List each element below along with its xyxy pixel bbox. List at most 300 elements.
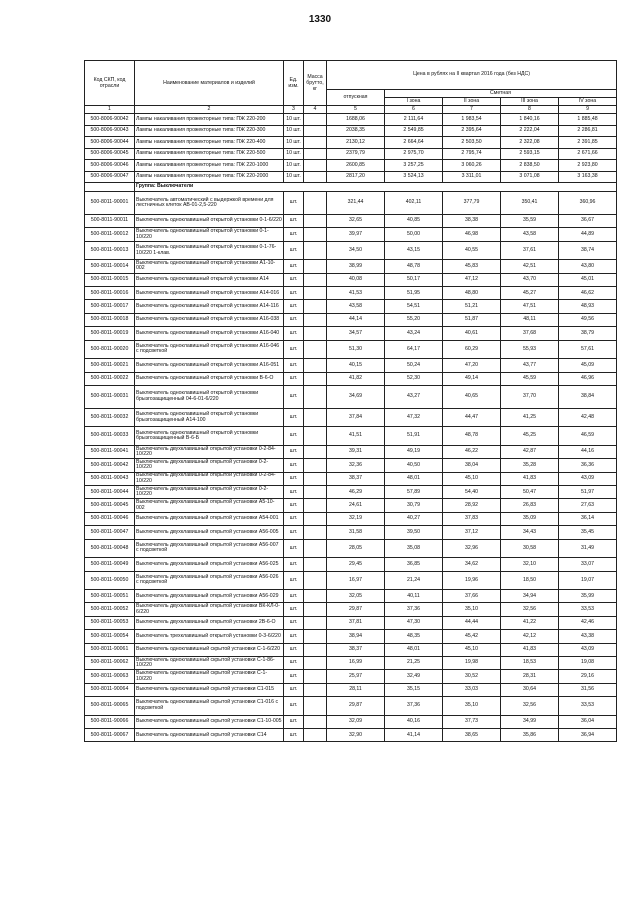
price-zone3: 41,22 bbox=[501, 616, 559, 629]
price-release: 39,97 bbox=[327, 228, 385, 241]
item-mass bbox=[304, 558, 327, 571]
table-row bbox=[85, 313, 617, 326]
price-zone2: 44,47 bbox=[443, 408, 501, 427]
item-code: 500-8011-90063 bbox=[85, 670, 135, 683]
column-number: 3 bbox=[284, 106, 304, 114]
price-zone1: 50,00 bbox=[385, 228, 443, 241]
price-zone2: 40,55 bbox=[443, 241, 501, 260]
price-zone4: 38,84 bbox=[559, 385, 617, 408]
item-unit: шт. bbox=[284, 683, 304, 696]
item-mass bbox=[304, 526, 327, 539]
price-release: 38,99 bbox=[327, 260, 385, 273]
item-unit: шт. bbox=[284, 486, 304, 499]
item-unit: шт. bbox=[284, 385, 304, 408]
item-unit: шт. bbox=[284, 590, 304, 603]
item-name: Лампы накаливания прожекторные типа: ПЖ 220-200 bbox=[135, 114, 284, 126]
price-zone4: 49,56 bbox=[559, 313, 617, 326]
price-zone2: 35,10 bbox=[443, 697, 501, 716]
item-name: Выключатель автоматический с выдержкой времени для лестничных клеток АВ-01-2,5-220 bbox=[135, 192, 284, 215]
item-unit: шт. bbox=[284, 670, 304, 683]
price-zone1: 21,25 bbox=[385, 656, 443, 669]
price-zone2: 48,80 bbox=[443, 287, 501, 300]
item-mass bbox=[304, 125, 327, 137]
price-zone2: 54,40 bbox=[443, 486, 501, 499]
price-zone4: 2 671,66 bbox=[559, 148, 617, 160]
price-release: 32,65 bbox=[327, 215, 385, 228]
item-code: 500-8011-90017 bbox=[85, 300, 135, 313]
price-zone1: 64,17 bbox=[385, 340, 443, 359]
item-unit: шт. bbox=[284, 287, 304, 300]
item-code: 500-8006-90042 bbox=[85, 114, 135, 126]
item-code: 500-8011-90014 bbox=[85, 260, 135, 273]
item-name: Выключатель одноклавишный открытой установки брызгозащищенный А14-100 bbox=[135, 408, 284, 427]
item-code: 500-8011-90066 bbox=[85, 715, 135, 728]
item-mass bbox=[304, 616, 327, 629]
item-name: Выключатель двухклавишный открытой установки 0-2-84-10/220 bbox=[135, 472, 284, 485]
table-row bbox=[85, 327, 617, 340]
price-zone4: 44,16 bbox=[559, 445, 617, 458]
item-unit: шт. bbox=[284, 526, 304, 539]
item-code: 500-8011-90031 bbox=[85, 385, 135, 408]
table-row bbox=[85, 171, 617, 183]
item-code: 500-8011-90015 bbox=[85, 273, 135, 286]
item-unit: шт. bbox=[284, 499, 304, 512]
price-zone4: 35,45 bbox=[559, 526, 617, 539]
item-unit: 10 шт. bbox=[284, 114, 304, 126]
table-row bbox=[85, 472, 617, 485]
price-zone3: 1 840,16 bbox=[501, 114, 559, 126]
item-code: 500-8011-90046 bbox=[85, 512, 135, 525]
price-release: 37,84 bbox=[327, 408, 385, 427]
item-unit: шт. bbox=[284, 359, 304, 372]
item-name: Выключатель одноклавишный скрытой установки С1-10-005 bbox=[135, 715, 284, 728]
table-row bbox=[85, 241, 617, 260]
item-name: Выключатель одноклавишный открытой установки А16-046 с подсветкой bbox=[135, 340, 284, 359]
price-zone3: 18,50 bbox=[501, 571, 559, 590]
header-estimate: Сметная bbox=[385, 90, 617, 98]
item-name: Лампы накаливания прожекторные типа: ПЖ 220-1000 bbox=[135, 160, 284, 172]
header-zone1: I зона bbox=[385, 98, 443, 106]
price-zone2: 51,21 bbox=[443, 300, 501, 313]
item-unit: шт. bbox=[284, 571, 304, 590]
price-release: 38,37 bbox=[327, 472, 385, 485]
price-zone4: 43,09 bbox=[559, 643, 617, 656]
item-code: 500-8011-90065 bbox=[85, 697, 135, 716]
price-zone4: 19,07 bbox=[559, 571, 617, 590]
price-zone2: 1 983,54 bbox=[443, 114, 501, 126]
price-zone1: 35,15 bbox=[385, 683, 443, 696]
item-mass bbox=[304, 300, 327, 313]
price-zone3: 41,83 bbox=[501, 643, 559, 656]
item-mass bbox=[304, 260, 327, 273]
price-zone3: 30,58 bbox=[501, 539, 559, 558]
item-mass bbox=[304, 137, 327, 149]
item-code: 500-8011-90048 bbox=[85, 539, 135, 558]
item-mass bbox=[304, 287, 327, 300]
price-zone2: 28,92 bbox=[443, 499, 501, 512]
item-unit: шт. bbox=[284, 300, 304, 313]
price-zone3: 28,31 bbox=[501, 670, 559, 683]
price-release: 32,19 bbox=[327, 512, 385, 525]
item-mass bbox=[304, 499, 327, 512]
group-code-cell bbox=[85, 183, 135, 192]
header-zone4: IV зона bbox=[559, 98, 617, 106]
price-zone2: 30,52 bbox=[443, 670, 501, 683]
table-row bbox=[85, 558, 617, 571]
item-mass bbox=[304, 215, 327, 228]
item-unit: шт. bbox=[284, 241, 304, 260]
price-zone1: 40,85 bbox=[385, 215, 443, 228]
price-release: 44,14 bbox=[327, 313, 385, 326]
item-code: 500-8011-90042 bbox=[85, 459, 135, 472]
price-release: 34,50 bbox=[327, 241, 385, 260]
item-code: 500-8011-90011 bbox=[85, 215, 135, 228]
table-row bbox=[85, 729, 617, 742]
price-zone2: 45,10 bbox=[443, 643, 501, 656]
price-zone4: 29,16 bbox=[559, 670, 617, 683]
price-zone2: 40,61 bbox=[443, 327, 501, 340]
price-zone1: 50,17 bbox=[385, 273, 443, 286]
header-code: Код СКП, код отрасли bbox=[85, 61, 135, 106]
price-zone3: 26,83 bbox=[501, 499, 559, 512]
item-unit: шт. bbox=[284, 445, 304, 458]
price-zone3: 48,11 bbox=[501, 313, 559, 326]
item-mass bbox=[304, 408, 327, 427]
price-zone2: 60,29 bbox=[443, 340, 501, 359]
item-unit: шт. bbox=[284, 427, 304, 446]
price-zone1: 40,50 bbox=[385, 459, 443, 472]
item-name: Выключатель двухклавишный открытой установки 0-2-10/220 bbox=[135, 486, 284, 499]
price-zone3: 30,64 bbox=[501, 683, 559, 696]
price-zone1: 40,11 bbox=[385, 590, 443, 603]
price-zone1: 21,24 bbox=[385, 571, 443, 590]
price-zone1: 48,01 bbox=[385, 472, 443, 485]
price-zone1: 51,91 bbox=[385, 427, 443, 446]
item-code: 500-8011-90033 bbox=[85, 427, 135, 446]
price-zone4: 36,94 bbox=[559, 729, 617, 742]
table-row bbox=[85, 715, 617, 728]
price-zone2: 3 311,01 bbox=[443, 171, 501, 183]
price-zone1: 48,78 bbox=[385, 260, 443, 273]
item-code: 500-8011-90019 bbox=[85, 327, 135, 340]
item-unit: шт. bbox=[284, 408, 304, 427]
price-zone1: 3 257,25 bbox=[385, 160, 443, 172]
price-zone2: 37,73 bbox=[443, 715, 501, 728]
price-release: 1688,06 bbox=[327, 114, 385, 126]
item-code: 500-8011-90053 bbox=[85, 616, 135, 629]
price-zone2: 49,14 bbox=[443, 372, 501, 385]
table-row bbox=[85, 526, 617, 539]
price-zone2: 37,12 bbox=[443, 526, 501, 539]
table-row bbox=[85, 590, 617, 603]
item-mass bbox=[304, 340, 327, 359]
price-zone2: 19,96 bbox=[443, 571, 501, 590]
price-zone3: 2 838,50 bbox=[501, 160, 559, 172]
price-zone1: 43,15 bbox=[385, 241, 443, 260]
price-zone1: 2 664,64 bbox=[385, 137, 443, 149]
item-mass bbox=[304, 148, 327, 160]
price-zone2: 37,83 bbox=[443, 512, 501, 525]
item-mass bbox=[304, 459, 327, 472]
table-row bbox=[85, 260, 617, 273]
item-mass bbox=[304, 228, 327, 241]
item-code: 500-8011-90047 bbox=[85, 526, 135, 539]
price-zone4: 360,96 bbox=[559, 192, 617, 215]
item-name: Лампы накаливания прожекторные типа: ПЖ 220-500 bbox=[135, 148, 284, 160]
price-zone3: 35,09 bbox=[501, 512, 559, 525]
price-zone4: 36,36 bbox=[559, 459, 617, 472]
item-code: 500-8011-90051 bbox=[85, 590, 135, 603]
item-mass bbox=[304, 160, 327, 172]
item-name: Выключатель одноклавишный открытой установки А14-016 bbox=[135, 287, 284, 300]
price-zone2: 35,10 bbox=[443, 603, 501, 616]
item-code: 500-8011-90016 bbox=[85, 287, 135, 300]
price-zone4: 38,74 bbox=[559, 241, 617, 260]
price-zone3: 41,83 bbox=[501, 472, 559, 485]
table-row bbox=[85, 372, 617, 385]
price-zone3: 43,77 bbox=[501, 359, 559, 372]
price-zone1: 36,85 bbox=[385, 558, 443, 571]
table-row bbox=[85, 539, 617, 558]
price-zone2: 32,96 bbox=[443, 539, 501, 558]
item-unit: шт. bbox=[284, 260, 304, 273]
table-row bbox=[85, 603, 617, 616]
price-zone1: 51,95 bbox=[385, 287, 443, 300]
item-unit: шт. bbox=[284, 273, 304, 286]
table-row bbox=[85, 643, 617, 656]
price-zone1: 30,79 bbox=[385, 499, 443, 512]
item-code: 500-8011-90064 bbox=[85, 683, 135, 696]
price-zone1: 43,27 bbox=[385, 385, 443, 408]
price-zone2: 46,22 bbox=[443, 445, 501, 458]
column-number: 7 bbox=[443, 106, 501, 114]
table-row bbox=[85, 359, 617, 372]
price-zone2: 2 795,74 bbox=[443, 148, 501, 160]
table-row bbox=[85, 287, 617, 300]
price-zone2: 40,65 bbox=[443, 385, 501, 408]
column-number: 1 bbox=[85, 106, 135, 114]
table-row bbox=[85, 670, 617, 683]
price-release: 38,94 bbox=[327, 630, 385, 643]
item-code: 500-8011-90052 bbox=[85, 603, 135, 616]
price-zone3: 34,94 bbox=[501, 590, 559, 603]
price-zone1: 50,24 bbox=[385, 359, 443, 372]
price-zone3: 350,41 bbox=[501, 192, 559, 215]
item-mass bbox=[304, 372, 327, 385]
price-zone2: 45,42 bbox=[443, 630, 501, 643]
item-unit: шт. bbox=[284, 313, 304, 326]
rows-switches bbox=[85, 192, 617, 742]
price-zone1: 35,08 bbox=[385, 539, 443, 558]
price-release: 41,51 bbox=[327, 427, 385, 446]
price-zone2: 19,98 bbox=[443, 656, 501, 669]
price-zone4: 33,07 bbox=[559, 558, 617, 571]
item-unit: шт. bbox=[284, 512, 304, 525]
item-mass bbox=[304, 603, 327, 616]
item-code: 500-8011-90062 bbox=[85, 656, 135, 669]
price-zone2: 33,03 bbox=[443, 683, 501, 696]
item-unit: шт. bbox=[284, 643, 304, 656]
price-zone3: 2 322,08 bbox=[501, 137, 559, 149]
column-number: 4 bbox=[304, 106, 327, 114]
price-zone3: 3 071,08 bbox=[501, 171, 559, 183]
price-release: 40,15 bbox=[327, 359, 385, 372]
item-name: Выключатель одноклавишный открытой установки А14 bbox=[135, 273, 284, 286]
item-unit: шт. bbox=[284, 697, 304, 716]
price-zone2: 377,79 bbox=[443, 192, 501, 215]
item-mass bbox=[304, 327, 327, 340]
item-name: Выключатель одноклавишный открытой установки В-6-О bbox=[135, 372, 284, 385]
price-zone1: 2 975,70 bbox=[385, 148, 443, 160]
price-zone4: 44,89 bbox=[559, 228, 617, 241]
item-unit: шт. bbox=[284, 327, 304, 340]
table-row bbox=[85, 215, 617, 228]
column-number-row bbox=[85, 106, 617, 114]
item-name: Лампы накаливания прожекторные типа: ПЖ 220-2000 bbox=[135, 171, 284, 183]
item-unit: шт. bbox=[284, 228, 304, 241]
column-number: 6 bbox=[385, 106, 443, 114]
price-zone4: 31,49 bbox=[559, 539, 617, 558]
table-row bbox=[85, 125, 617, 137]
item-unit: шт. bbox=[284, 715, 304, 728]
price-zone1: 40,27 bbox=[385, 512, 443, 525]
price-zone4: 2 923,80 bbox=[559, 160, 617, 172]
item-name: Выключатель одноклавишный открытой установки А16-040 bbox=[135, 327, 284, 340]
item-name: Выключатель двухклавишный открытой установки 2В-6-О bbox=[135, 616, 284, 629]
item-name: Выключатель одноклавишный скрытой установки С-1-86-10/220 bbox=[135, 656, 284, 669]
item-code: 500-8006-90043 bbox=[85, 125, 135, 137]
price-release: 2379,79 bbox=[327, 148, 385, 160]
item-mass bbox=[304, 683, 327, 696]
item-name: Выключатель одноклавишный открытой установки А1-10-002 bbox=[135, 260, 284, 273]
item-unit: 10 шт. bbox=[284, 148, 304, 160]
item-name: Выключатель двухклавишный открытой установки А56-025 bbox=[135, 558, 284, 571]
table-row bbox=[85, 697, 617, 716]
item-name: Лампы накаливания прожекторные типа: ПЖ 220-400 bbox=[135, 137, 284, 149]
item-name: Выключатель одноклавишный открытой установки 0-1-6/220 bbox=[135, 215, 284, 228]
item-code: 500-8011-90044 bbox=[85, 486, 135, 499]
price-zone2: 2 395,64 bbox=[443, 125, 501, 137]
price-zone2: 38,65 bbox=[443, 729, 501, 742]
item-unit: шт. bbox=[284, 616, 304, 629]
price-release: 32,05 bbox=[327, 590, 385, 603]
price-zone4: 27,63 bbox=[559, 499, 617, 512]
item-unit: шт. bbox=[284, 630, 304, 643]
price-zone3: 32,10 bbox=[501, 558, 559, 571]
price-zone4: 48,93 bbox=[559, 300, 617, 313]
price-zone3: 32,56 bbox=[501, 697, 559, 716]
price-release: 43,58 bbox=[327, 300, 385, 313]
price-zone4: 31,56 bbox=[559, 683, 617, 696]
item-unit: шт. bbox=[284, 729, 304, 742]
price-zone4: 35,99 bbox=[559, 590, 617, 603]
price-zone1: 3 524,13 bbox=[385, 171, 443, 183]
item-code: 500-8011-90022 bbox=[85, 372, 135, 385]
price-table bbox=[84, 60, 617, 742]
price-release: 321,44 bbox=[327, 192, 385, 215]
price-release: 29,87 bbox=[327, 603, 385, 616]
table-row bbox=[85, 228, 617, 241]
item-name: Выключатель одноклавишный скрытой установки С-1-6/220 bbox=[135, 643, 284, 656]
price-zone4: 46,96 bbox=[559, 372, 617, 385]
item-mass bbox=[304, 630, 327, 643]
item-code: 500-8011-90020 bbox=[85, 340, 135, 359]
item-code: 500-8011-90018 bbox=[85, 313, 135, 326]
price-zone1: 52,30 bbox=[385, 372, 443, 385]
price-zone2: 47,12 bbox=[443, 273, 501, 286]
price-release: 29,45 bbox=[327, 558, 385, 571]
item-unit: шт. bbox=[284, 656, 304, 669]
price-release: 2130,12 bbox=[327, 137, 385, 149]
price-release: 41,53 bbox=[327, 287, 385, 300]
item-name: Выключатель двухклавишный открытой установки А56-005 bbox=[135, 526, 284, 539]
item-mass bbox=[304, 590, 327, 603]
item-name: Выключатель одноклавишный открытой установки А14-116 bbox=[135, 300, 284, 313]
table-row bbox=[85, 273, 617, 286]
item-unit: шт. bbox=[284, 472, 304, 485]
price-zone1: 43,24 bbox=[385, 327, 443, 340]
price-zone3: 50,47 bbox=[501, 486, 559, 499]
header-unit: Ед. изм. bbox=[284, 61, 304, 106]
price-zone4: 3 163,38 bbox=[559, 171, 617, 183]
item-unit: 10 шт. bbox=[284, 160, 304, 172]
price-zone3: 37,61 bbox=[501, 241, 559, 260]
item-mass bbox=[304, 512, 327, 525]
table-row bbox=[85, 427, 617, 446]
table-row bbox=[85, 114, 617, 126]
item-code: 500-8006-90045 bbox=[85, 148, 135, 160]
item-name: Выключатель двухклавишный открытой установки А56-029 bbox=[135, 590, 284, 603]
item-name: Выключатель одноклавишный открытой установки 0-1-10/220 bbox=[135, 228, 284, 241]
price-zone2: 48,78 bbox=[443, 427, 501, 446]
item-code: 500-8011-90043 bbox=[85, 472, 135, 485]
item-mass bbox=[304, 697, 327, 716]
item-name: Выключатель одноклавишный скрытой установки С-1-10/220 bbox=[135, 670, 284, 683]
price-zone2: 45,10 bbox=[443, 472, 501, 485]
price-zone4: 33,53 bbox=[559, 697, 617, 716]
price-release: 2038,35 bbox=[327, 125, 385, 137]
price-zone2: 51,87 bbox=[443, 313, 501, 326]
price-zone1: 402,11 bbox=[385, 192, 443, 215]
price-release: 41,82 bbox=[327, 372, 385, 385]
price-zone4: 51,97 bbox=[559, 486, 617, 499]
price-release: 2600,85 bbox=[327, 160, 385, 172]
price-zone3: 47,51 bbox=[501, 300, 559, 313]
item-unit: шт. bbox=[284, 459, 304, 472]
price-zone4: 2 286,81 bbox=[559, 125, 617, 137]
header-release: отпускная bbox=[327, 90, 385, 106]
price-zone4: 19,08 bbox=[559, 656, 617, 669]
price-zone4: 43,38 bbox=[559, 630, 617, 643]
item-mass bbox=[304, 539, 327, 558]
price-zone1: 41,14 bbox=[385, 729, 443, 742]
table-row bbox=[85, 148, 617, 160]
price-zone3: 55,93 bbox=[501, 340, 559, 359]
price-zone1: 40,16 bbox=[385, 715, 443, 728]
item-name: Выключатель двухклавишный открытой установки А56-026 с подсветкой bbox=[135, 571, 284, 590]
price-release: 32,09 bbox=[327, 715, 385, 728]
item-mass bbox=[304, 729, 327, 742]
price-release: 39,31 bbox=[327, 445, 385, 458]
item-code: 500-8011-90001 bbox=[85, 192, 135, 215]
item-unit: шт. bbox=[284, 215, 304, 228]
item-mass bbox=[304, 192, 327, 215]
item-name: Выключатель одноклавишный открытой установки брызгозащищенный В-6-Б bbox=[135, 427, 284, 446]
item-name: Выключатель двухклавишный открытой установки А5-10-002 bbox=[135, 499, 284, 512]
item-code: 500-8011-90050 bbox=[85, 571, 135, 590]
item-mass bbox=[304, 385, 327, 408]
item-unit: 10 шт. bbox=[284, 137, 304, 149]
